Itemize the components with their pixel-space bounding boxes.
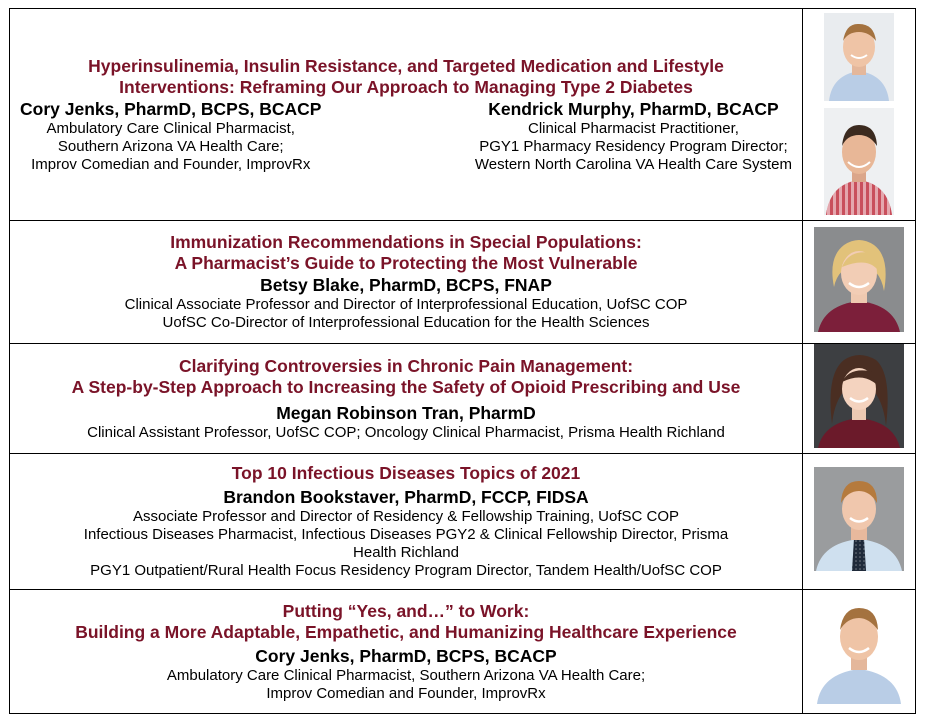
photo-cell <box>803 344 916 454</box>
speaker-affiliation: Infectious Diseases Pharmacist, Infectious Diseases PGY2 & Clinical Fellowship Director, Prisma <box>83 526 729 543</box>
speaker-affiliation: Clinical Associate Professor and Director of Interprofessional Education, UofSC COP <box>124 296 688 313</box>
session-row <box>10 590 916 714</box>
speaker-affiliation: PGY1 Outpatient/Rural Health Focus Residency Program Director, Tandem Health/UofSC COP <box>90 562 722 579</box>
session-content <box>10 9 803 221</box>
speaker-affiliation: Improv Comedian and Founder, ImprovRx <box>31 155 311 173</box>
speaker-affiliation: Western North Carolina VA Health Care System <box>474 155 792 173</box>
speaker-columns <box>10 98 802 174</box>
sessions-table <box>9 8 916 714</box>
speaker-photo <box>814 227 904 332</box>
session-title: Top 10 Infectious Diseases Topics of 2021 <box>231 463 581 483</box>
speaker-affiliation: Health Richland <box>353 544 459 561</box>
speaker-affiliation: PGY1 Pharmacy Residency Program Director; <box>479 137 788 155</box>
speaker-photo <box>811 594 907 704</box>
speaker-affiliation: Improv Comedian and Founder, ImprovRx <box>266 684 546 702</box>
speaker-block <box>475 98 792 174</box>
session-row <box>10 9 916 221</box>
session-content <box>10 344 803 454</box>
speaker-name: Cory Jenks, PharmD, BCPS, BCACP <box>255 645 557 666</box>
speaker-photo <box>824 13 894 101</box>
speaker-photo <box>824 108 894 215</box>
speaker-block <box>20 98 321 174</box>
session-content <box>10 221 803 344</box>
speaker-affiliation: Ambulatory Care Clinical Pharmacist, <box>46 119 295 137</box>
speaker-affiliation: Southern Arizona VA Health Care; <box>57 137 284 155</box>
photo-cell <box>803 221 916 344</box>
speaker-affiliation: Associate Professor and Director of Residency & Fellowship Training, UofSC COP <box>132 508 680 525</box>
session-content <box>10 590 803 714</box>
session-title: Clarifying Controversies in Chronic Pain Management: A Step-by-Step Approach to Increasing the Safety of Opioid Prescribing and Use <box>71 355 741 397</box>
session-row <box>10 344 916 454</box>
session-content <box>10 454 803 590</box>
photo-cell <box>803 454 916 590</box>
session-title: Hyperinsulinemia, Insulin Resistance, and Targeted Medication and Lifestyle Interventions: Reframing Our Approach to Managing Type 2 Diabetes <box>88 55 724 97</box>
photo-cell <box>803 590 916 714</box>
speaker-name: Cory Jenks, PharmD, BCPS, BCACP <box>20 98 322 119</box>
speaker-name: Kendrick Murphy, PharmD, BCACP <box>488 98 779 119</box>
speaker-affiliation: Ambulatory Care Clinical Pharmacist, Southern Arizona VA Health Care; <box>166 666 646 684</box>
photo-cell <box>803 9 916 221</box>
session-row <box>10 454 916 590</box>
speaker-name: Megan Robinson Tran, PharmD <box>276 402 536 423</box>
speaker-affiliation: Clinical Assistant Professor, UofSC COP; Oncology Clinical Pharmacist, Prisma Health Richland <box>87 423 725 441</box>
session-title: Immunization Recommendations in Special Populations: A Pharmacist’s Guide to Protecting the Most Vulnerable <box>170 232 642 273</box>
speaker-photo <box>814 467 904 571</box>
speaker-name: Brandon Bookstaver, PharmD, FCCP, FIDSA <box>223 487 589 507</box>
session-row <box>10 221 916 344</box>
session-title: Putting “Yes, and…” to Work: Building a More Adaptable, Empathetic, and Humanizing Healthcare Experience <box>75 600 737 642</box>
speaker-photo <box>814 344 904 448</box>
speaker-affiliation: UofSC Co-Director of Interprofessional Education for the Health Sciences <box>162 314 650 331</box>
speaker-affiliation: Clinical Pharmacist Practitioner, <box>528 119 739 137</box>
speaker-name: Betsy Blake, PharmD, BCPS, FNAP <box>260 275 552 295</box>
